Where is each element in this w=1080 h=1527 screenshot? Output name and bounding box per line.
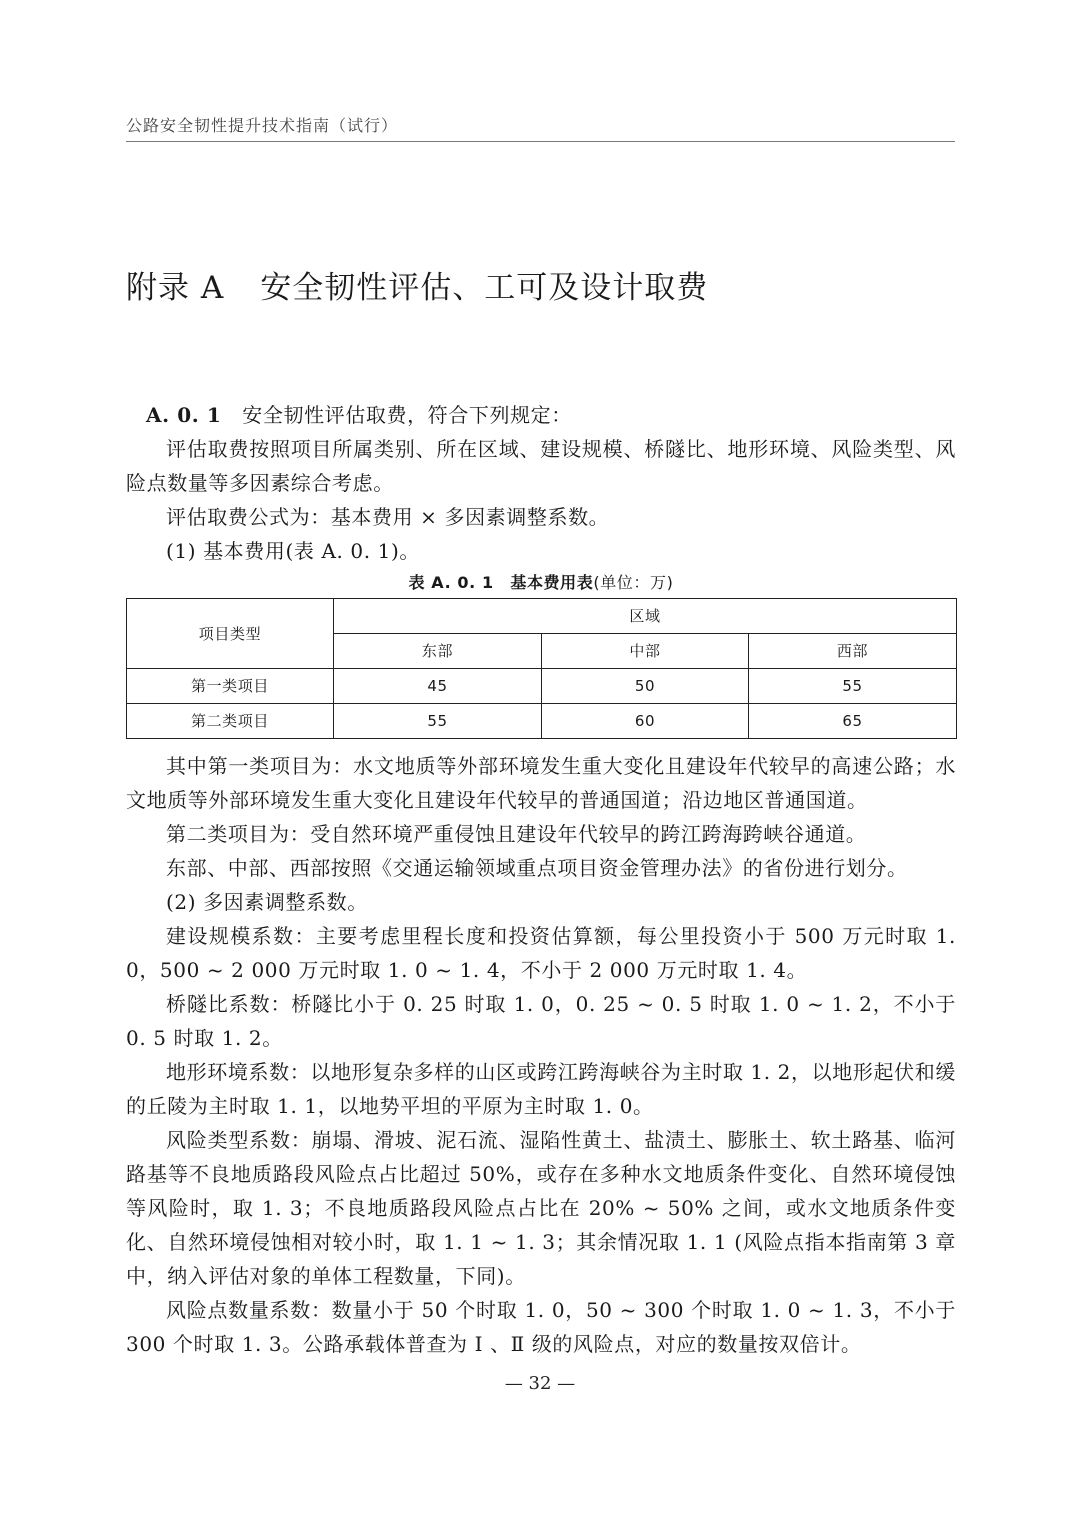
table-row [127,669,957,704]
table-row [127,704,957,739]
table-cell: 55 [334,704,542,739]
appendix-label: 附录 A [126,270,225,306]
paragraph: 其中第一类项目为：水文地质等外部环境发生重大变化且建设年代较早的高速公路；水文地质等外部环境发生重大变化且建设年代较早的普通国道；沿边地区普通国道。 [126,754,956,812]
table-cell: 45 [334,669,542,704]
table-cell: 50 [542,669,749,704]
table-caption-title: 表 A. 0. 1 基本费用表 [408,573,594,592]
paragraph: 风险类型系数：崩塌、滑坡、泥石流、湿陷性黄土、盐渍土、膨胀土、软土路基、临河路基等不良地质路段风险点占比超过 50%，或存在多种水文地质条件变化、自然环境侵蚀等风险时，取 1. 3；不良地质路段风险点占比在 20% ~ 50% 之间，或水文地质条件变化、自然环境侵蚀相对较小时，取 1. 1 ~ 1. 3；其余情况取 1. 1 (风险点指本指南第 3 章中，纳入评估对象的单体工程数量，下同)。 [126,1128,956,1288]
document-body [126,398,956,1361]
table-cell: 60 [542,704,749,739]
table-row-label: 第二类项目 [127,704,334,739]
table-header-row [127,599,957,634]
header-divider [126,141,955,142]
appendix-heading: 安全韧性评估、工可及设计取费 [260,270,709,306]
basic-fee-table [126,598,957,739]
table-cell: 65 [749,704,957,739]
paragraph: 第二类项目为：受自然环境严重侵蚀且建设年代较早的跨江跨海跨峡谷通道。 [166,822,867,846]
table-caption-unit: (单位：万) [593,573,674,592]
paragraph: 评估取费按照项目所属类别、所在区域、建设规模、桥隧比、地形环境、风险类型、风险点数量等多因素综合考虑。 [126,437,956,495]
paragraph: 东部、中部、西部按照《交通运输领域重点项目资金管理办法》的省份进行划分。 [166,856,908,880]
table-caption [126,568,956,598]
running-header: 公路安全韧性提升技术指南（试行） [126,116,399,135]
clause-text: 安全韧性评估取费，符合下列规定： [242,403,572,427]
table-header-cell: 项目类型 [127,599,334,669]
paragraph: 评估取费公式为：基本费用 × 多因素调整系数。 [166,505,610,529]
table-header-cell: 东部 [334,634,542,669]
page-number: — 32 — [504,1373,576,1394]
table-header-cell: 中部 [542,634,749,669]
clause-line [126,398,956,432]
table-header-cell: 西部 [749,634,957,669]
clause-number: A. 0. 1 [146,403,222,427]
paragraph: 地形环境系数：以地形复杂多样的山区或跨江跨海峡谷为主时取 1. 2，以地形起伏和缓的丘陵为主时取 1. 1，以地势平坦的平原为主时取 1. 0。 [126,1060,956,1118]
table-row-label: 第一类项目 [127,669,334,704]
appendix-title [126,262,708,307]
paragraph: 风险点数量系数：数量小于 50 个时取 1. 0，50 ~ 300 个时取 1. 0 ~ 1. 3，不小于 300 个时取 1. 3。公路承载体普查为 Ⅰ 、Ⅱ 级的风险点，对应的数量按双倍计。 [126,1298,956,1356]
table-cell: 55 [749,669,957,704]
list-item: (2) 多因素调整系数。 [166,890,368,914]
paragraph: 桥隧比系数：桥隧比小于 0. 25 时取 1. 0，0. 25 ~ 0. 5 时取 1. 0 ~ 1. 2，不小于 0. 5 时取 1. 2。 [126,992,956,1050]
list-item: (1) 基本费用(表 A. 0. 1)。 [166,539,420,563]
paragraph: 建设规模系数：主要考虑里程长度和投资估算额，每公里投资小于 500 万元时取 1. 0，500 ~ 2 000 万元时取 1. 0 ~ 1. 4，不小于 2 000 万元时取 1. 4。 [126,924,956,982]
table-header-cell: 区域 [334,599,957,634]
